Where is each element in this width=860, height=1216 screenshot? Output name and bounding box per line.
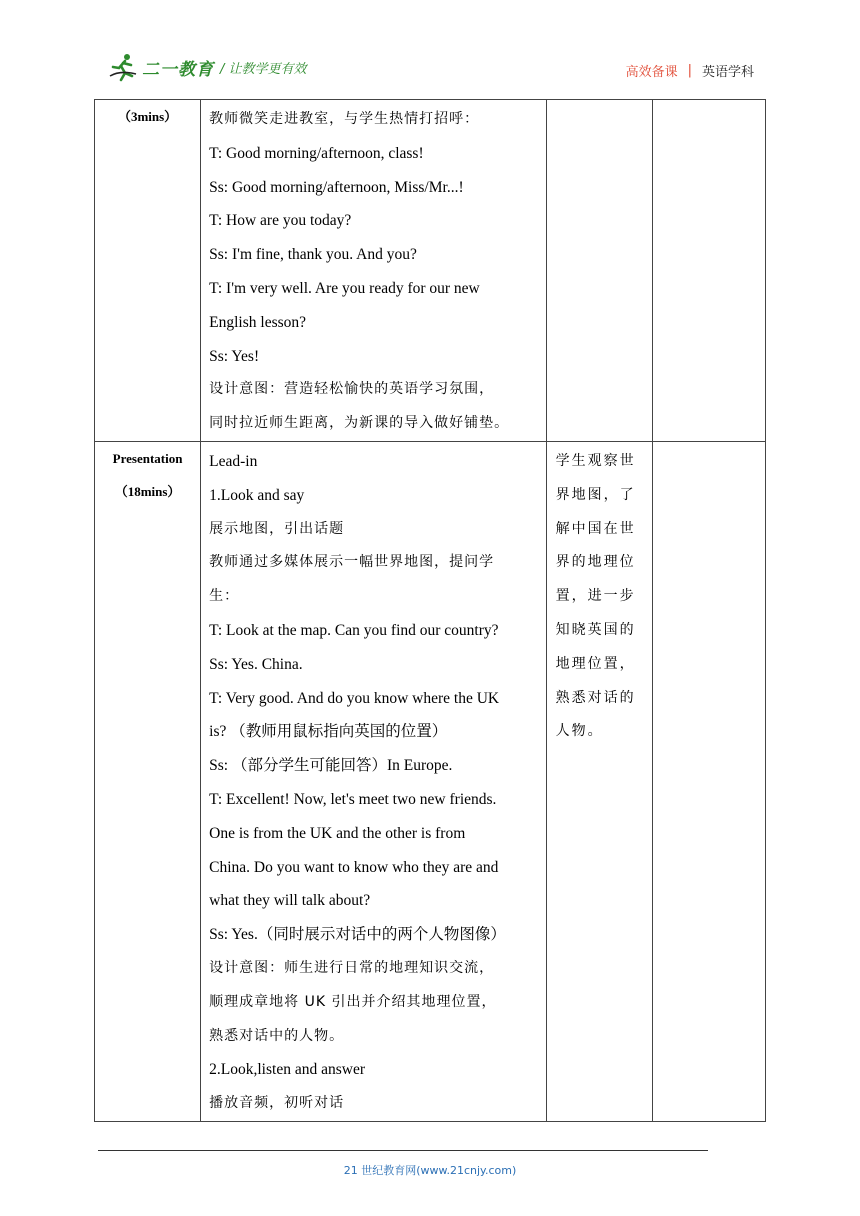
content-line: English lesson? (209, 313, 307, 331)
footer-source: 21 世纪教育网(www.21cnjy.com) (343, 1164, 517, 1177)
stage-label: Presentation (112, 450, 183, 466)
student-activity-cell (546, 100, 652, 442)
content-line: 2.Look,listen and answer (209, 1061, 365, 1079)
stage-cell (95, 441, 201, 1121)
content-line: is? （教师用鼠标指向英国的位置） (209, 723, 448, 741)
content-line: 教师通过多媒体展示一幅世界地图，提问学 (209, 554, 495, 571)
content-line: T: Very good. And do you know where the UK (209, 689, 500, 707)
content-cell (201, 100, 547, 442)
content-line: T: I'm very well. Are you ready for our new (209, 279, 480, 297)
content-line: 熟悉对话中的人物。 (209, 1027, 345, 1044)
content-line: Ss: Yes. China. (209, 655, 303, 673)
content-line: 设计意图：营造轻松愉快的英语学习氛围， (209, 381, 495, 398)
content-line: 顺理成章地将 UK 引出并介绍其地理位置， (209, 993, 497, 1010)
footer-divider (98, 1150, 708, 1151)
content-line: what they will talk about? (209, 892, 371, 910)
activity-line: 知晓英国的 (555, 621, 636, 638)
header-primary-label: 高效备课 (625, 65, 678, 80)
content-line: One is from the UK and the other is from (209, 824, 466, 842)
table-row (95, 100, 766, 442)
content-line: 设计意图：师生进行日常的地理知识交流， (209, 959, 495, 976)
content-line: T: Excellent! Now, let's meet two new friends. (209, 790, 497, 808)
activity-line: 熟悉对话的 (555, 689, 636, 706)
content-line: 教师微笑走进教室，与学生热情打招呼： (209, 111, 480, 127)
activity-line: 解中国在世 (555, 520, 636, 537)
content-line: 播放音频，初听对话 (209, 1095, 345, 1112)
activity-line: 人物。 (555, 723, 604, 740)
stage-label: （18mins） (114, 483, 181, 499)
activity-line: 置，进一步 (555, 588, 636, 605)
activity-line: 界地图，了 (555, 486, 636, 503)
content-line: T: Good morning/afternoon, class! (209, 144, 424, 162)
content-line: Ss: （部分学生可能回答）In Europe. (209, 757, 453, 775)
stage-cell (95, 100, 201, 442)
content-line: 展示地图，引出话题 (209, 520, 345, 537)
content-line: Ss: I'm fine, thank you. And you? (209, 246, 417, 264)
header-separator: | (687, 63, 692, 78)
content-line: 生： (209, 588, 240, 605)
logo-text: 二一教育 (142, 59, 214, 80)
content-cell (201, 441, 547, 1121)
stage-label: （3mins） (117, 109, 178, 124)
brand-logo (108, 52, 307, 82)
table-row (95, 441, 766, 1121)
running-figure-icon (108, 52, 138, 82)
content-line: T: Look at the map. Can you find our country? (209, 621, 499, 639)
page-header (0, 0, 860, 100)
remarks-cell (652, 441, 765, 1121)
content-line: Lead-in (209, 452, 258, 470)
content-line: Ss: Yes.（同时展示对话中的两个人物图像） (209, 926, 506, 944)
student-activity-cell (546, 441, 652, 1121)
header-secondary-label: 英语学科 (701, 65, 754, 80)
content-line: Ss: Yes! (209, 347, 260, 365)
lesson-plan-table (94, 99, 766, 1122)
content-line: 1.Look and say (209, 486, 305, 504)
slogan: / 让教学更有效 (220, 61, 307, 77)
activity-line: 学生观察世 (555, 452, 636, 469)
remarks-cell (652, 100, 765, 442)
activity-line: 地理位置， (555, 655, 636, 672)
content-line: China. Do you want to know who they are and (209, 858, 499, 876)
header-subject (626, 61, 754, 80)
content-line: T: How are you today? (209, 212, 352, 230)
content-line: Ss: Good morning/afternoon, Miss/Mr...! (209, 178, 464, 196)
activity-line: 界的地理位 (555, 554, 636, 571)
content-line: 同时拉近师生距离，为新课的导入做好铺垫。 (209, 415, 510, 432)
